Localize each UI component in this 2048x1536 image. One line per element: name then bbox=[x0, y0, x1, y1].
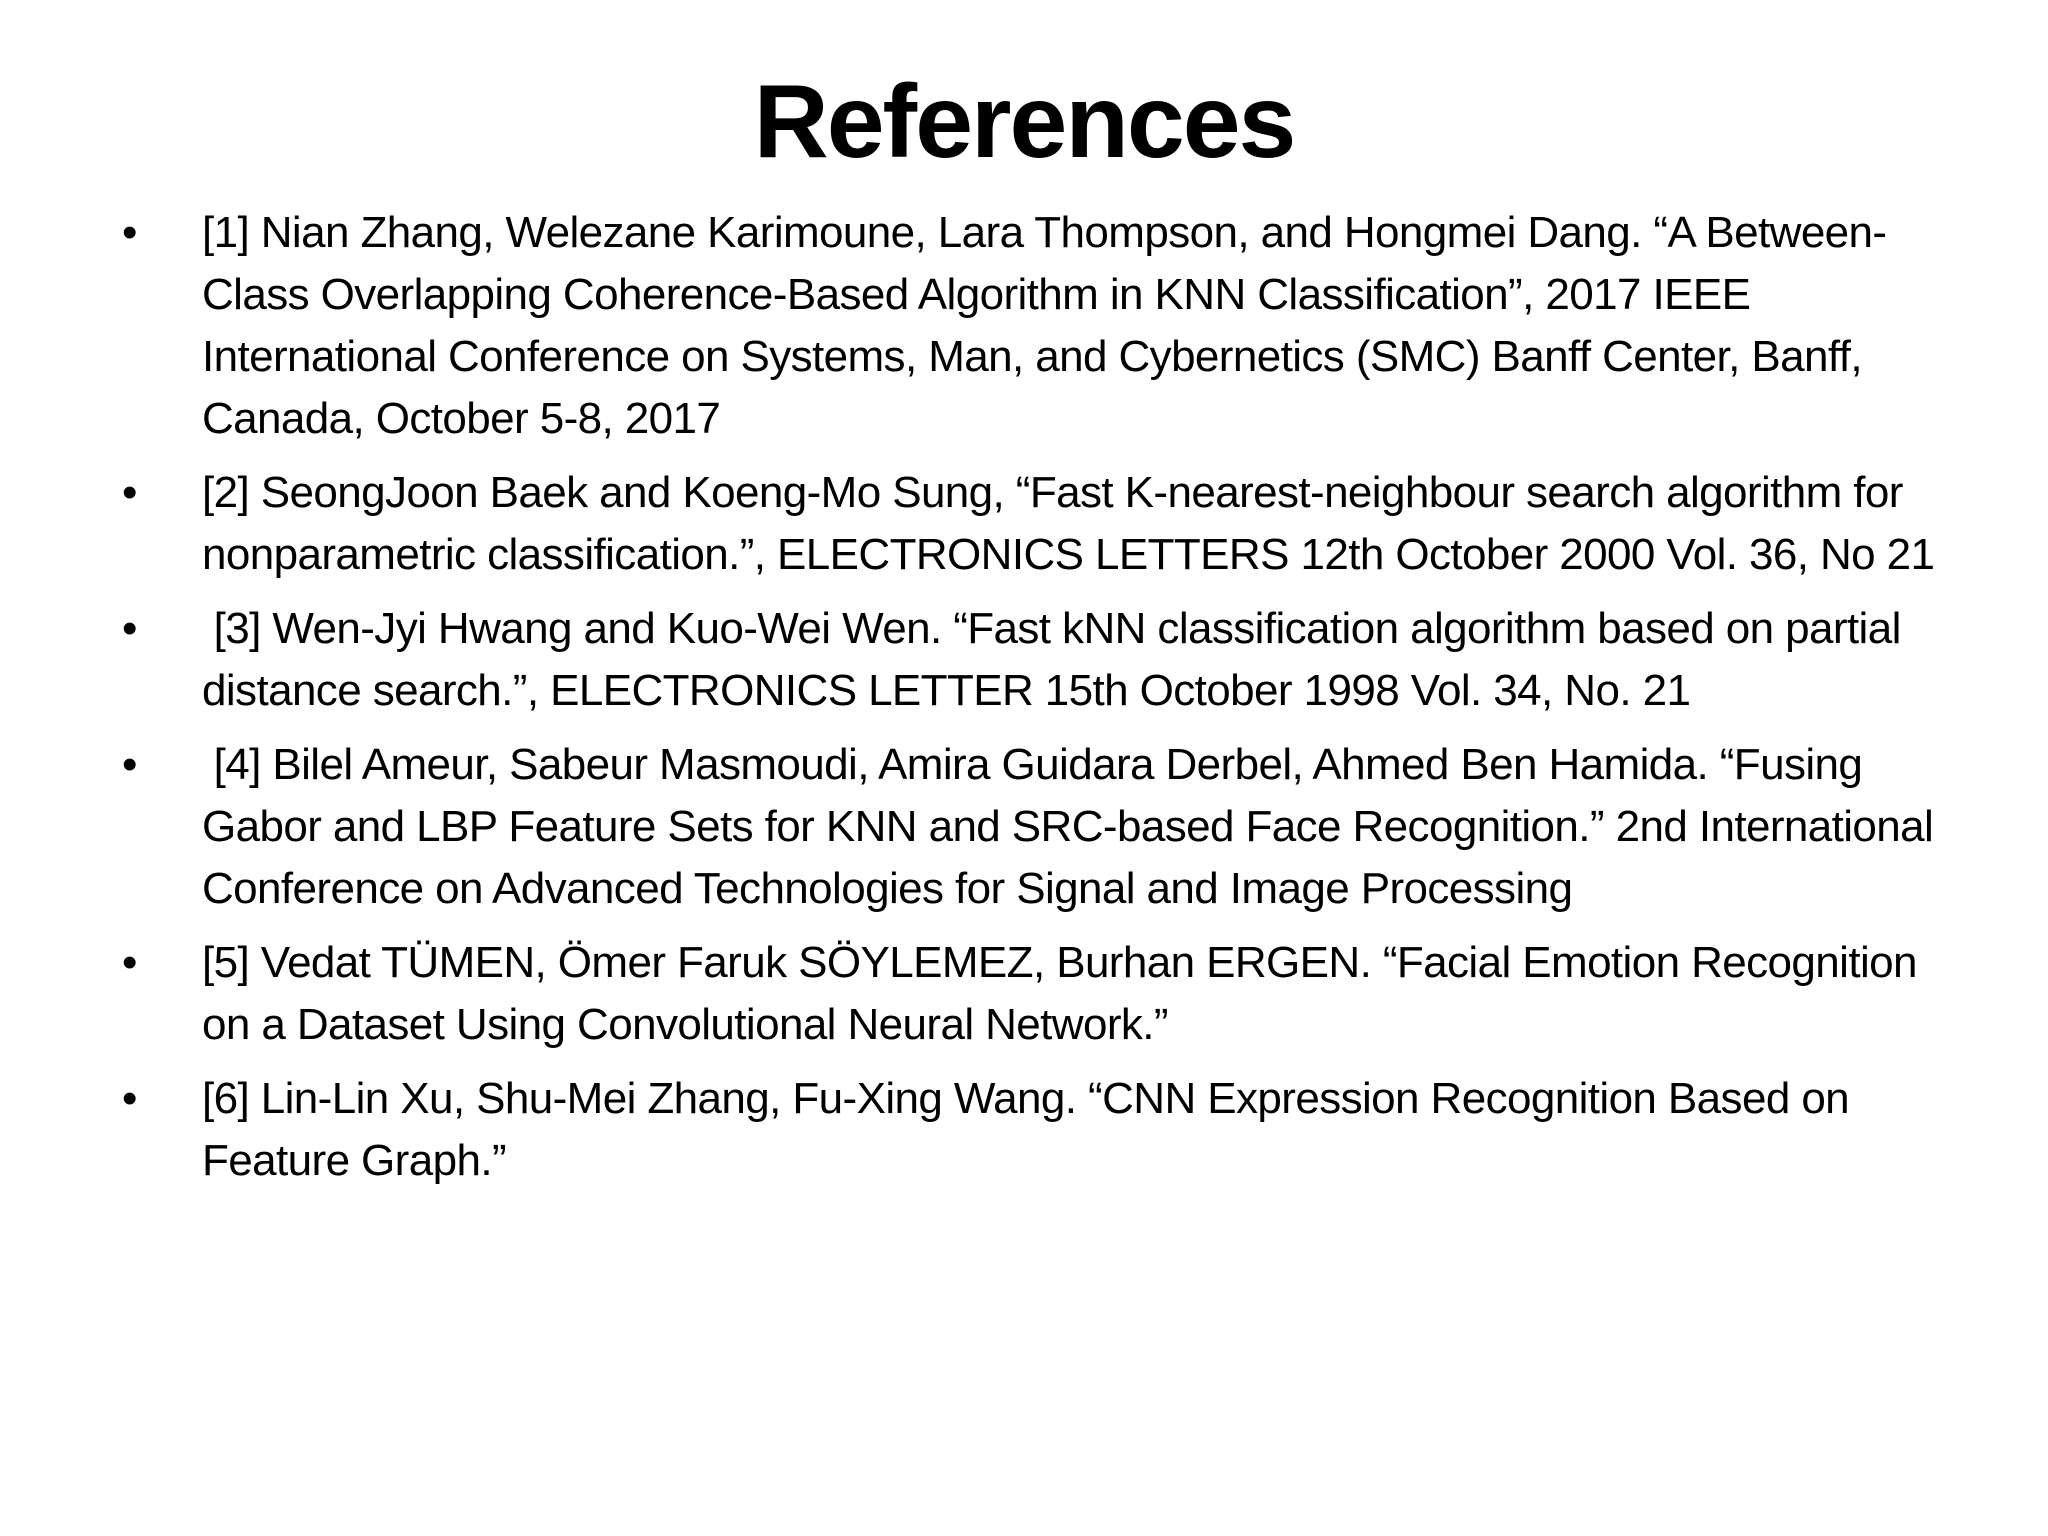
reference-text: [3] Wen-Jyi Hwang and Kuo-Wei Wen. “Fast kNN classification algorithm based on partial distance search.”, ELECTRONICS LETTER 15th October 1998 Vol. 34, No. 21 bbox=[202, 604, 1913, 715]
reference-item bbox=[122, 202, 1952, 450]
reference-list bbox=[122, 202, 1952, 1204]
reference-text: [6] Lin-Lin Xu, Shu-Mei Zhang, Fu-Xing Wang. “CNN Expression Recognition Based on Feature Graph.” bbox=[202, 1074, 1861, 1185]
reference-text: [5] Vedat TÜMEN, Ömer Faruk SÖYLEMEZ, Burhan ERGEN. “Facial Emotion Recognition on a Dataset Using Convolutional Neural Network.” bbox=[202, 938, 1929, 1049]
reference-text: [1] Nian Zhang, Welezane Karimoune, Lara Thompson, and Hongmei Dang. “A Between-Class Overlapping Coherence-Based Algorithm in KNN Classification”, 2017 IEEE International Conference on Systems, Man, and Cybernetics (SMC) Banff Center, Banff, Canada, October 5-8, 2017 bbox=[202, 208, 1887, 443]
reference-text: [2] SeongJoon Baek and Koeng-Mo Sung, “Fast K-nearest-neighbour search algorithm for nonparametric classification.”, ELECTRONICS LETTERS 12th October 2000 Vol. 36, No 21 bbox=[202, 468, 1935, 579]
reference-item bbox=[122, 734, 1952, 920]
bullet-icon: • bbox=[122, 938, 137, 987]
reference-item bbox=[122, 598, 1952, 722]
slide-title: References bbox=[753, 64, 1295, 180]
bullet-icon: • bbox=[122, 604, 137, 653]
bullet-icon: • bbox=[122, 1074, 137, 1123]
reference-item bbox=[122, 462, 1952, 586]
reference-text: [4] Bilel Ameur, Sabeur Masmoudi, Amira Guidara Derbel, Ahmed Ben Hamida. “Fusing Gabor and LBP Feature Sets for KNN and SRC-based Face Recognition.” 2nd International Conference on Advanced Technologies for Signal and Image Processing bbox=[202, 740, 1945, 913]
reference-item bbox=[122, 1068, 1952, 1192]
bullet-icon: • bbox=[122, 468, 137, 517]
bullet-icon: • bbox=[122, 740, 137, 789]
bullet-icon: • bbox=[122, 208, 137, 257]
reference-item bbox=[122, 932, 1952, 1056]
